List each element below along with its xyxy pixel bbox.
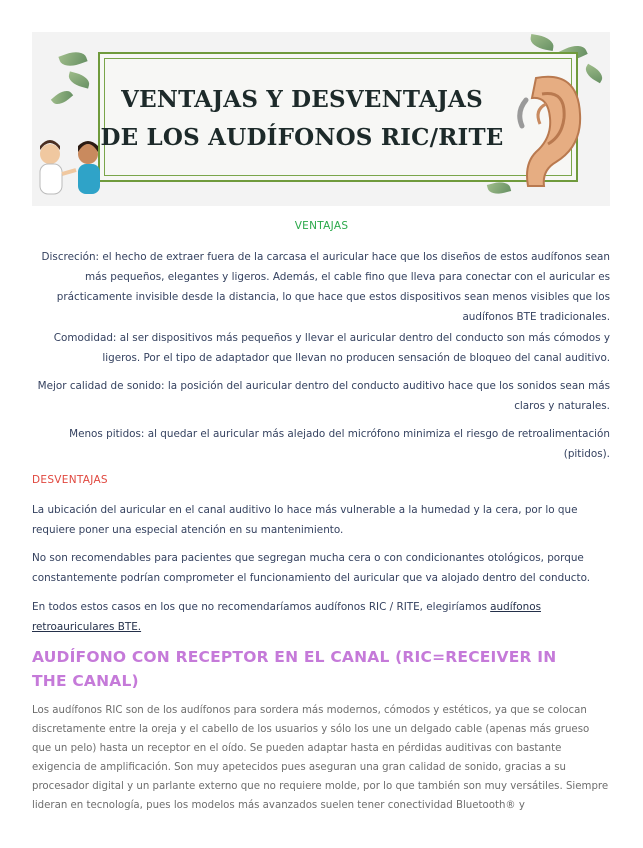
ventaja-comodidad: Comodidad: al ser dispositivos más pequeños y llevar el auricular dentro del conducto son más cómodos y ligeros. Por el tipo de adaptador que llevan no producen sensación de bloqueo del canal auditivo.: [53, 332, 610, 364]
children-illustration: [32, 128, 112, 206]
ventajas-heading: VENTAJAS: [294, 220, 349, 232]
banner-title-line1: VENTAJAS Y DESVENTAJAS: [121, 86, 483, 113]
ventaja-discrecion: Discreción: el hecho de extraer fuera de la carcasa el auricular hace que los diseños de estos audífonos sean más pequeños, elegantes y ligeros. Además, el cable fino que lleva para conectar con el auricular es prácticamente invisible desde la distancia, lo que hace que estos dispositivos sean menos visibles que los audífonos BTE tradicionales.: [41, 251, 610, 323]
leaf-icon: [529, 34, 555, 51]
desventajas-heading: DESVENTAJAS: [32, 474, 108, 486]
leaf-icon: [583, 64, 606, 84]
desventaja-humedad: La ubicación del auricular en el canal auditivo lo hace más vulnerable a la humedad y la cera, por lo que requiere poner una especial atención en su mantenimiento.: [32, 504, 578, 536]
ric-description: Los audífonos RIC son de los audífonos para sordera más modernos, cómodos y estéticos, ya que se colocan discretamente entre la oreja y el cabello de los usuarios y sólo los une un delgado cable (apenas más grueso que un pelo) hasta un receptor en el oído. Se pueden adaptar hasta en pérdidas auditivas con bastante exigencia de amplificación. Son muy apetecidos pues aseguran una gran calidad de sonido, gracias a su procesador digital y un parlante externo que no requiere molde, por lo que también son muy versátiles. Siempre lideran en tecnología, pues los modelos más avanzados suelen tener conectividad Bluetooth® y: [32, 705, 609, 811]
leaf-icon: [58, 48, 87, 70]
ventaja-menos-pitidos: Menos pitidos: al quedar el auricular más alejado del micrófono minimiza el riesgo de retroalimentación (pitidos).: [69, 428, 610, 460]
desventajas-conclusion: [32, 597, 610, 637]
ventaja-calidad-sonido: Mejor calidad de sonido: la posición del auricular dentro del conducto auditivo hace que los sonidos sean más claros y naturales.: [37, 380, 610, 412]
leaf-icon: [67, 71, 91, 88]
bte-link[interactable]: audífonos retroauriculares BTE.: [32, 601, 541, 633]
desventaja-cera: No son recomendables para pacientes que segregan mucha cera o con condicionantes otológicos, porque constantemente podrían comprometer el funcionamiento del auricular que va alojado dentro del conducto.: [32, 552, 591, 584]
leaf-icon: [51, 87, 73, 108]
ear-illustration: [506, 70, 586, 190]
conclusion-text: En todos estos casos en los que no recomendaríamos audífonos RIC / RITE, elegiríamos: [32, 601, 491, 613]
banner-title-line2: DE LOS AUDÍFONOS RIC/RITE: [100, 124, 504, 151]
header-banner: [32, 32, 610, 206]
section-heading-ric: AUDÍFONO CON RECEPTOR EN EL CANAL (RIC=RECEIVER IN THE CANAL): [32, 648, 557, 690]
